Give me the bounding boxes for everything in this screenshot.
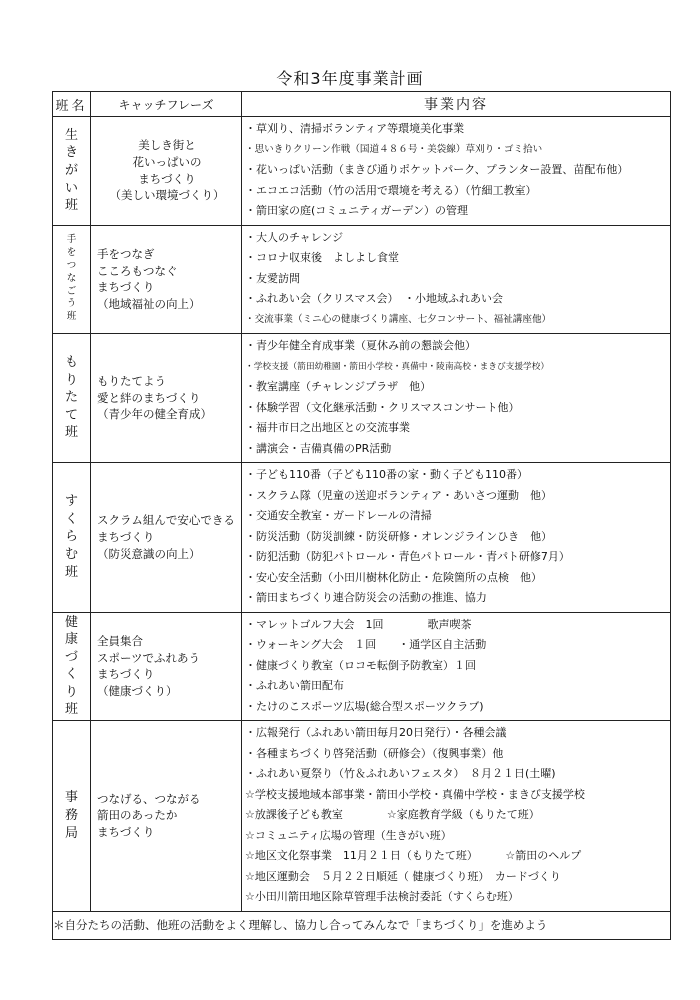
activity-item: ・講演会・吉備真備のPR活動 xyxy=(245,441,392,455)
content-cell xyxy=(242,334,671,463)
group-name-cell xyxy=(53,612,91,721)
content-cell xyxy=(242,117,671,226)
group-name-cell xyxy=(53,117,91,226)
catchphrase-cell xyxy=(91,721,242,912)
group-name: すくらむ班 xyxy=(64,494,78,580)
activity-item: ・ふれあい箭田配布 xyxy=(245,679,344,692)
footer-row xyxy=(53,911,671,939)
activity-item: ・大人のチャレンジ xyxy=(245,230,344,244)
group-row xyxy=(53,721,671,912)
activity-item: ・ふれあい会（クリスマス会） ・小地域ふれあい会 xyxy=(245,292,504,305)
activity-item: ・たけのこスポーツ広場(総合型スポーツクラブ) xyxy=(245,699,484,713)
content-cell xyxy=(242,612,671,721)
group-name: もりたて班 xyxy=(64,355,78,441)
group-name-cell xyxy=(53,463,91,613)
catchphrase: もりたてよう 愛と絆のまちづくり （青少年の健全育成） xyxy=(97,373,212,422)
activity-item: ・ふれあい夏祭り（竹＆ふれあいフェスタ） ８月２１日(土曜) xyxy=(245,767,556,780)
activity-item: ・友愛訪問 xyxy=(245,271,300,285)
group-row xyxy=(53,334,671,463)
catchphrase: 美しき街と 花いっぱいの まちづくり （美しい環境づくり） xyxy=(109,138,225,203)
content-cell xyxy=(242,463,671,613)
catchphrase-cell xyxy=(91,612,242,721)
activity-item: ☆地区運動会 ５月２２日順延（ 健康づくり班） カードづくり xyxy=(245,869,561,883)
activity-item: ・広報発行（ふれあい箭田毎月20日発行）・各種会議 xyxy=(245,726,507,739)
activity-item: ・健康づくり教室（ロコモ転倒予防教室）１回 xyxy=(245,658,476,672)
activity-item: ・防犯活動（防犯パトロール・青色パトロール・青パト研修7月） xyxy=(245,550,570,563)
page-title: 令和3年度事業計画 xyxy=(276,69,424,88)
catchphrase: 全員集合 スポーツでふれあう まちづくり （健康づくり） xyxy=(97,633,201,698)
plan-table xyxy=(52,91,671,940)
group-name-cell xyxy=(53,334,91,463)
activity-item: ・エコエコ活動（竹の活用で環境を考える）（竹細工教室） xyxy=(245,183,537,197)
activity-item: ・ウォーキング大会 １回 ・通学区自主活動 xyxy=(245,638,487,651)
activity-item: ・マレットゴルフ大会 1回 歌声喫茶 xyxy=(245,617,472,631)
activity-item: ・箭田家の庭(コミュニティガーデン）の管理 xyxy=(245,204,468,217)
group-row xyxy=(53,612,671,721)
activity-item: ・各種まちづくり啓発活動（研修会）（復興事業）他 xyxy=(245,746,504,760)
activity-item: ・箭田まちづくり連合防災会の活動の推進、協力 xyxy=(245,591,487,604)
content-cell xyxy=(242,225,671,334)
activity-item: ・スクラム隊（児童の送迎ボランティア・あいさつ運動 他） xyxy=(245,488,553,502)
activity-item: ・交流事業（ミニ心の健康づくり講座、七夕コンサート、福祉講座他） xyxy=(245,313,552,325)
group-name: 生きがい班 xyxy=(64,127,78,214)
activity-item: ・安心安全活動（小田川樹林化防止・危険箇所の点検 他） xyxy=(245,570,542,584)
activity-item: ・青少年健全育成事業（夏休み前の懇談会他） xyxy=(245,339,476,352)
group-name: 手をつなごう班 xyxy=(66,234,77,323)
catchphrase: つなげる、つながる 箭田のあったか まちづくり xyxy=(97,791,201,840)
group-name: 事務局 xyxy=(64,790,78,841)
activity-item: ☆小田川箭田地区除草管理手法検討委託（すくらむ班） xyxy=(245,890,519,903)
catchphrase-cell xyxy=(91,225,242,334)
activity-item: ・教室講座（チャレンジプラザ 他） xyxy=(245,380,432,393)
activity-item: ☆学校支援地域本部事業・箭田小学校・真備中学校・まきび支援学校 xyxy=(245,787,585,801)
activity-item: ・体験学習（文化継承活動・クリスマスコンサート他） xyxy=(245,400,520,414)
group-row xyxy=(53,117,671,226)
header-name: 班名 xyxy=(53,92,91,117)
activity-item: ・思いきりクリーン作戦（国道４８６号・美袋線）草刈り・ゴミ拾い xyxy=(245,143,543,155)
activity-item: ・草刈り、清掃ボランティア等環境美化事業 xyxy=(245,122,465,135)
group-row xyxy=(53,225,671,334)
activity-item: ☆放課後子ども教室 ☆家庭教育学級（もりたて班） xyxy=(245,808,540,821)
catchphrase-cell xyxy=(91,334,242,463)
content-cell xyxy=(242,721,671,912)
header-catchphrase: キャッチフレーズ xyxy=(91,92,242,117)
activity-item: ・交通安全教室・ガードレールの清掃 xyxy=(245,509,432,522)
activity-item: ・花いっぱい活動（まきび通りポケットパーク、プランター設置、苗配布他） xyxy=(245,163,629,176)
footer-note: ＊自分たちの活動、他班の活動をよく理解し、協力し合ってみんなで「まちづくり」を進めよう xyxy=(53,911,671,939)
catchphrase: スクラム組んで安心できるまちづくり （防災意識の向上） xyxy=(97,513,235,561)
activity-item: ☆地区文化祭事業 11月２１日（もりたて班） ☆箭田のヘルプ xyxy=(245,849,582,862)
activity-item: ・コロナ収束後 よしよし食堂 xyxy=(245,251,399,264)
catchphrase: 手をつなぎ こころもつなぐ まちづくり （地域福祉の向上） xyxy=(97,246,201,311)
activity-item: ・学校支援（箭田幼稚園・箭田小学校・真備中・陵南高校・まきび支援学校） xyxy=(245,361,550,372)
header-row xyxy=(53,92,671,117)
group-name: 健康づくり班 xyxy=(64,614,78,718)
activity-item: ・子ども110番（子ども110番の家・動く子ども110番） xyxy=(245,468,528,481)
activity-item: ☆コミュニティ広場の管理（生きがい班） xyxy=(245,828,452,842)
catchphrase-cell xyxy=(91,117,242,226)
group-row xyxy=(53,463,671,613)
activity-item: ・福井市日之出地区との交流事業 xyxy=(245,421,410,434)
header-content: 事業内容 xyxy=(242,92,671,117)
activity-item: ・防災活動（防災訓練・防災研修・オレンジラインひき 他） xyxy=(245,529,553,543)
group-name-cell xyxy=(53,225,91,334)
catchphrase-cell xyxy=(91,463,242,613)
group-name-cell xyxy=(53,721,91,912)
